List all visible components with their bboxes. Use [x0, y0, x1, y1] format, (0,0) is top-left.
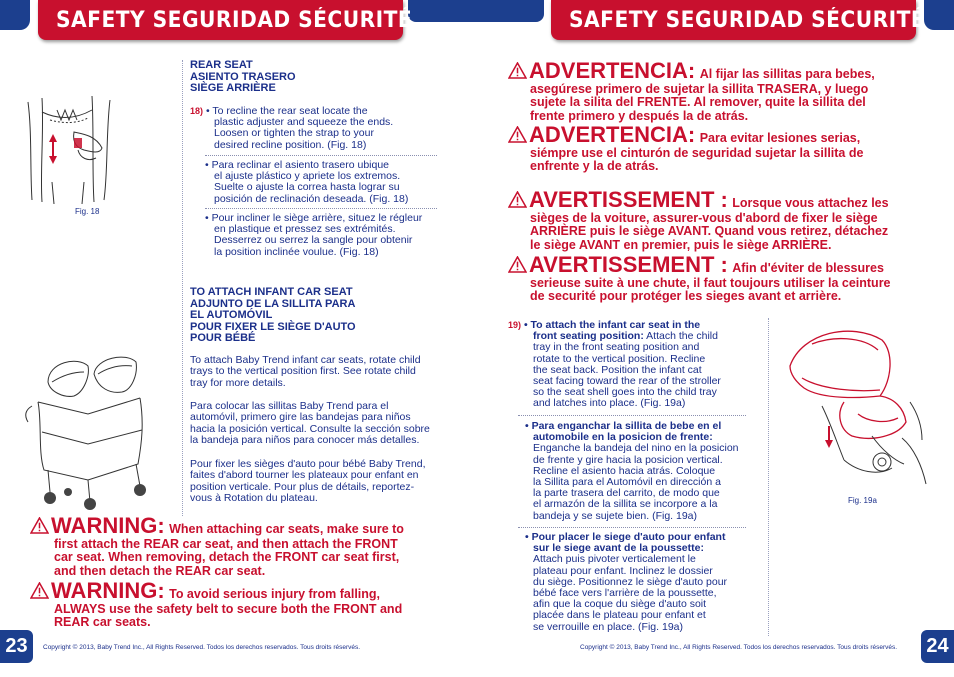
step-19-en-line: tray in the front seating position and	[533, 341, 700, 354]
advertencia-2-line: enfrente y la de atrás.	[530, 159, 659, 174]
avertissement-2-line: serieuse suite à une chute, il faut toujours utiliser la ceinture	[530, 276, 891, 290]
step-18-fr-line: Desserrez ou serrez la sangle pour obtenir	[214, 234, 413, 247]
avertissement-1-line: ARRIÈRE puis le siège AVANT. Quand vous retirez, détachez	[530, 224, 889, 239]
divider	[205, 208, 437, 209]
warning-1-title: WARNING:	[51, 513, 165, 538]
copyright-right: Copyright © 2013, Baby Trend Inc., All Rights Reserved. Todos los derechos reservados. Tous droits réservés.	[580, 644, 898, 651]
step-19-es-line: bandeja y se sujete bien. (Fig. 19a)	[533, 509, 698, 522]
step-19-es-line: la Sillita para el Automóvil en dirección a	[533, 476, 721, 489]
step-19-es-line: el armazón de la sillita se incorpore a la	[533, 498, 718, 511]
step-18-en-line: • To recline the rear seat locate the	[205, 105, 368, 117]
attach-heading	[190, 287, 356, 345]
banner-left	[38, 0, 413, 40]
warning-1-line: first attach the REAR car seat, and then attach the FRONT	[54, 537, 398, 551]
step-19-fr-line: bébé face vers l'arrière de la poussette,	[533, 587, 717, 600]
copyright-left: Copyright © 2013, Baby Trend Inc., All Rights Reserved. Todos los derechos reservados. Tous droits réservés.	[43, 644, 361, 651]
attach-heading-line: POUR BÉBÉ	[190, 332, 256, 344]
rear-seat-heading-es: ASIENTO TRASERO	[190, 70, 296, 83]
banner-right	[551, 0, 926, 40]
advertencia-2-line: siémpre use el cinturón de seguridad sujetar la sillita de	[530, 146, 864, 160]
corner-tab-center	[408, 0, 544, 22]
advertencia-2-title: ADVERTENCIA:	[529, 122, 696, 147]
step-19-en-bold: • To attach the infant car seat in the	[523, 319, 701, 331]
step-19-number: 19)	[508, 320, 522, 330]
warning-triangle-icon	[30, 582, 49, 599]
rear-seat-heading-en: REAR SEAT	[190, 59, 253, 71]
warning-2	[30, 580, 450, 630]
warning-1-line: car seat. When removing, detach the FRONT car seat first,	[54, 550, 400, 565]
corner-tab-left	[0, 0, 30, 30]
avertissement-2-line: de securité pour protéger les sieges avant et arrière.	[530, 289, 842, 304]
warning-triangle-icon	[30, 517, 49, 534]
attach-para-en	[190, 355, 450, 389]
avertissement-2	[508, 254, 938, 304]
step-18-en-line: desired recline position. (Fig. 18)	[214, 138, 367, 151]
divider	[518, 415, 746, 416]
step-19-en-line: the seat back. Position the infant cat	[533, 363, 702, 376]
divider	[205, 155, 437, 156]
attach-heading-line: TO ATTACH INFANT CAR SEAT	[190, 286, 353, 298]
step-18-en-line: plastic adjuster and squeeze the ends.	[214, 116, 394, 129]
step-19-es-line: la parte trasera del carrito, de modo que	[533, 487, 720, 500]
attach-para-en-line: To attach Baby Trend infant car seats, rotate child	[190, 354, 421, 366]
fig19a-illustration	[782, 318, 932, 493]
warning-triangle-icon	[508, 256, 527, 273]
advertencia-1-lead: Al fijar las sillitas para bebes,	[699, 67, 875, 81]
warning-triangle-icon	[508, 62, 527, 79]
step-19-fr-line: afin que la coque du siège d'auto soit	[533, 598, 707, 611]
step-19-fr-line: Attach puis pivoter verticalement le	[533, 553, 696, 566]
step-19-en-line: Attach the child	[646, 330, 718, 343]
warning-2-line: ALWAYS use the safety belt to secure both the FRONT and	[54, 602, 403, 616]
step-19-en-line: rotate to the vertical position. Recline	[533, 352, 706, 365]
attach-heading-line: EL AUTOMÓVIL	[190, 309, 273, 321]
warning-triangle-icon	[508, 191, 527, 208]
column-divider-left	[182, 60, 183, 516]
attach-heading-line: ADJUNTO DE LA SILLITA PARA	[190, 297, 356, 310]
avertissement-1-line: le siège AVANT en premier, puis le siège ARRIÈRE.	[530, 237, 832, 252]
step-19-en-line: and latches into place. (Fig. 19a)	[533, 397, 686, 410]
banner-right-title: SAFETY SEGURIDAD SÉCURITÉ	[569, 7, 926, 33]
stroller-illustration	[18, 352, 158, 512]
warning-2-line: REAR car seats.	[54, 615, 151, 630]
attach-para-en-line: trays to the vertical position first. See rotate child	[190, 365, 416, 378]
warning-1-line: and then detach the REAR car seat.	[54, 563, 266, 578]
step-18-fr	[205, 213, 450, 258]
step-19-es-line: Recline el asiento hacia atrás. Coloque	[533, 464, 716, 477]
step-19-fr-line: se verrouille en place. (Fig. 19a)	[533, 620, 683, 633]
step-18-es-line: posición de reclinación deseada. (Fig. 18)	[214, 192, 409, 205]
attach-heading-line: POUR FIXER LE SIÈGE D'AUTO	[190, 320, 356, 333]
attach-para-es	[190, 401, 450, 447]
avertissement-2-title: AVERTISSEMENT :	[529, 252, 728, 277]
attach-para-es-line: hacia la posición vertical. Consulte la sección sobre	[190, 422, 430, 435]
step-19-fr-bold: • Pour placer le siege d'auto pour enfant	[525, 531, 726, 543]
fig19a-label: Fig. 19a	[848, 496, 877, 505]
page-number-left: 23	[0, 630, 33, 663]
attach-para-es-line: Para colocar las sillitas Baby Trend para el	[190, 400, 389, 412]
step-19-fr-line: placée dans le plateau pour enfant et	[533, 609, 706, 622]
step-19-fr	[525, 532, 765, 633]
attach-para-fr-line: position verticale. Pour plus de détails, reportez-	[190, 480, 415, 493]
step-19-es	[525, 421, 765, 522]
fig18-illustration	[22, 92, 117, 204]
attach-para-fr-line: vous à Rotation du plateau.	[190, 492, 318, 505]
attach-para-fr	[190, 459, 452, 505]
step-19-en	[508, 320, 763, 410]
step-18-number: 18)	[190, 106, 204, 116]
column-divider-right	[768, 318, 769, 636]
divider	[518, 527, 746, 528]
attach-para-fr-line: Pour fixer les sièges d'auto pour bébé Baby Trend,	[190, 458, 426, 470]
step-18-en-line: Loosen or tighten the strap to your	[214, 127, 374, 140]
avertissement-1-line: sièges de la voiture, assurer-vous d'abord de fixer le siège	[530, 211, 878, 225]
step-19-fr-line: du siège. Positionnez le siège d'auto pour	[533, 575, 728, 588]
step-18-fr-line: • Pour incliner le siège arrière, situez le régleur	[205, 212, 423, 224]
warning-1	[30, 515, 450, 578]
step-19-en-line: so the seat shell goes into the child tray	[533, 386, 717, 399]
advertencia-1	[508, 60, 938, 123]
step-19-en-line: seat facing toward the rear of the stroller	[533, 375, 721, 388]
advertencia-1-line: asegúrese primero de sujetar la sillita TRASERA, y luego	[530, 82, 869, 96]
step-18-fr-line: la position inclinée voulue. (Fig. 18)	[214, 245, 379, 258]
step-19-es-line: de frente y gire hacia la posicion vertical.	[533, 453, 723, 466]
step-18-es	[205, 160, 445, 205]
step-19-es-bold: automobile en la posicion de frente:	[533, 431, 713, 444]
step-19-en-bold: front seating position:	[533, 330, 644, 343]
warning-1-lead: When attaching car seats, make sure to	[169, 522, 404, 536]
banner-left-title: SAFETY SEGURIDAD SÉCURITÉ	[56, 7, 413, 33]
avertissement-1-title: AVERTISSEMENT :	[529, 187, 728, 212]
avertissement-1-lead: Lorsque vous attachez les	[732, 196, 889, 210]
advertencia-1-line: sujete la silita del FRENTE. Al remover, quite la sillita del	[530, 95, 866, 110]
advertencia-2-lead: Para evitar lesiones serias,	[699, 131, 861, 145]
rear-seat-heading	[190, 60, 296, 95]
step-18-es-line: • Para reclinar el asiento trasero ubique	[205, 159, 390, 171]
step-19-fr-line: plateau pour enfant. Inclinez le dossier	[533, 564, 713, 577]
advertencia-1-title: ADVERTENCIA:	[529, 58, 696, 83]
attach-para-fr-line: faites d'abord tourner les plateaux pour enfant en	[190, 469, 419, 482]
step-18-fr-line: en plastique et pressez ses extrémités.	[214, 223, 396, 236]
rear-seat-heading-fr: SIÈGE ARRIÈRE	[190, 82, 276, 94]
corner-tab-right	[924, 0, 954, 30]
attach-para-es-line: automóvil, primero gire las bandejas para niños	[190, 411, 411, 424]
step-19-es-line: Enganche la bandeja del nino en la posicion	[533, 442, 739, 455]
attach-para-es-line: la bandeja para niños para conocer más detalles.	[190, 434, 420, 447]
step-19-fr-bold: sur le siege avant de la poussette:	[533, 542, 704, 555]
avertissement-2-lead: Afin d'éviter de blessures	[732, 261, 884, 275]
warning-2-lead: To avoid serious injury from falling,	[169, 587, 381, 601]
avertissement-1	[508, 189, 938, 252]
advertencia-2	[508, 124, 938, 174]
page-number-right: 24	[921, 630, 954, 663]
step-18-es-line: Suelte o ajuste la correa hasta lograr su	[214, 181, 400, 194]
fig18-label: Fig. 18	[75, 207, 100, 216]
step-18-en	[190, 106, 440, 151]
warning-triangle-icon	[508, 126, 527, 143]
step-18-es-line: el ajuste plástico y apriete los extremos.	[214, 170, 401, 183]
attach-para-en-line: tray for more details.	[190, 376, 286, 389]
step-19-es-bold: • Para enganchar la sillita de bebe en el	[525, 420, 722, 432]
warning-2-title: WARNING:	[51, 578, 165, 603]
advertencia-1-line: frente primero y después la de atrás.	[530, 108, 749, 123]
